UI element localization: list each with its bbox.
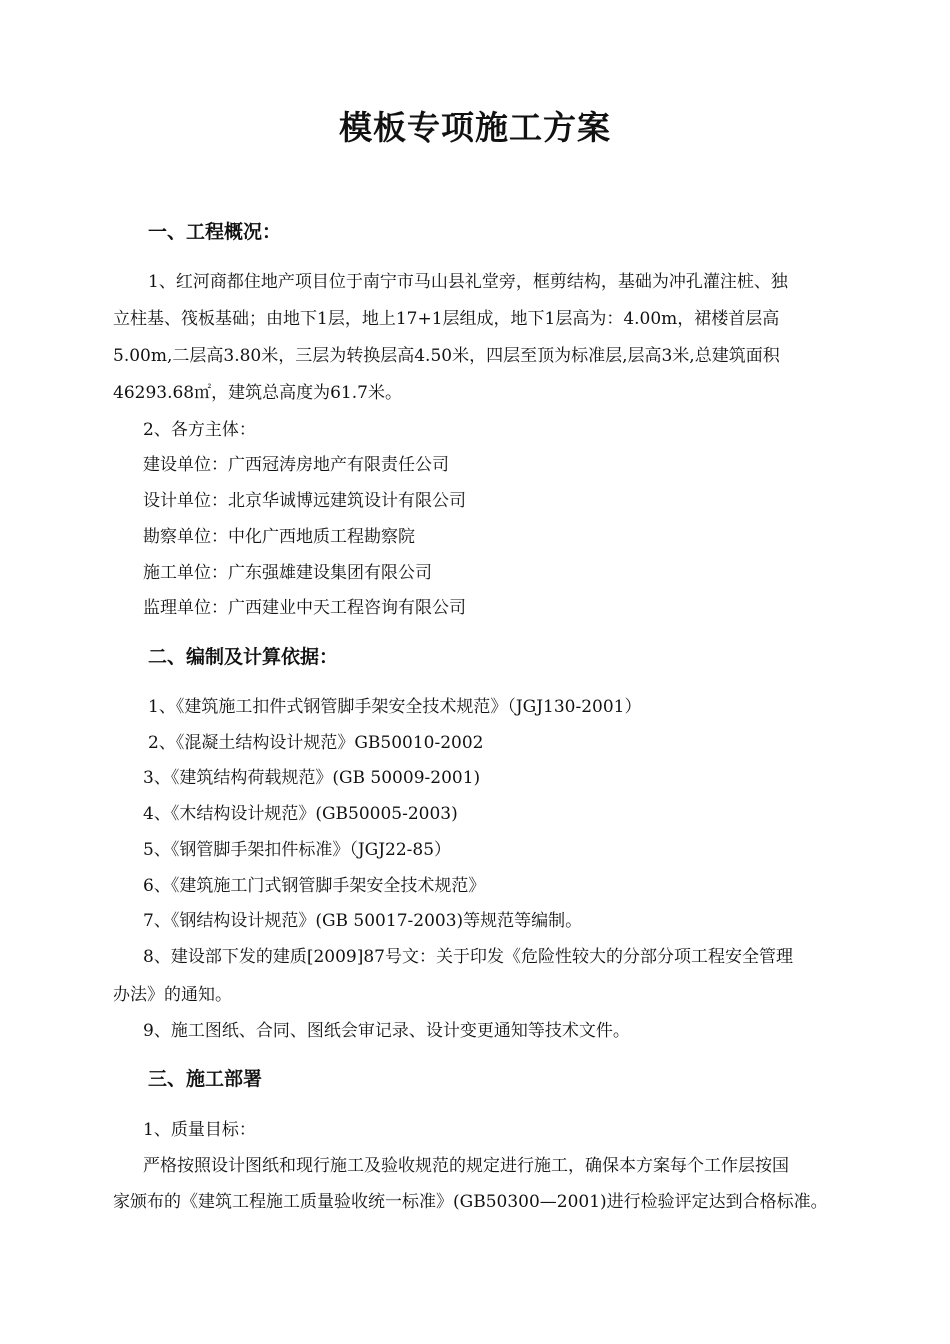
party-line: 勘察单位：中化广西地质工程勘察院 <box>143 527 415 547</box>
reference-line: 9、施工图纸、合同、图纸会审记录、设计变更通知等技术文件。 <box>143 1021 630 1041</box>
section-heading: 三、施工部署 <box>148 1068 263 1090</box>
party-line: 监理单位：广西建业中天工程咨询有限公司 <box>143 598 466 618</box>
reference-line: 6、《建筑施工门式钢管脚手架安全技术规范》 <box>143 876 486 896</box>
paragraph-line: 1、红河商都住地产项目位于南宁市马山县礼堂旁，框剪结构，基础为冲孔灌注桩、独 <box>148 272 788 292</box>
reference-line: 4、《木结构设计规范》(GB50005-2003) <box>143 804 458 824</box>
reference-line: 1、《建筑施工扣件式钢管脚手架安全技术规范》（JGJ130-2001） <box>148 697 642 717</box>
party-line: 施工单位：广东强雄建设集团有限公司 <box>143 563 432 583</box>
paragraph-line: 2、各方主体： <box>143 420 256 440</box>
paragraph-line: 严格按照设计图纸和现行施工及验收规范的规定进行施工，确保本方案每个工作层按国 <box>143 1156 789 1176</box>
paragraph-line: 5.00m,二层高3.80米，三层为转换层高4.50米，四层至顶为标准层,层高3米,总建筑面积 <box>113 346 780 366</box>
section-heading: 一、工程概况： <box>148 221 282 243</box>
document-title: 模板专项施工方案 <box>339 108 611 147</box>
reference-line: 3、《建筑结构荷载规范》(GB 50009-2001) <box>143 768 481 788</box>
reference-line: 5、《钢管脚手架扣件标准》（JGJ22-85） <box>143 840 452 860</box>
paragraph-line: 1、质量目标： <box>143 1120 256 1140</box>
paragraph-line: 家颁布的《建筑工程施工质量验收统一标准》(GB50300—2001)进行检验评定达到合格标准。 <box>113 1192 828 1212</box>
reference-line: 8、建设部下发的建质[2009]87号文：关于印发《危险性较大的分部分项工程安全管理 <box>143 947 793 967</box>
reference-line: 2、《混凝土结构设计规范》GB50010-2002 <box>148 733 484 753</box>
reference-line: 办法》的通知。 <box>113 985 232 1005</box>
section-heading: 二、编制及计算依据： <box>148 646 339 668</box>
reference-line: 7、《钢结构设计规范》(GB 50017-2003)等规范等编制。 <box>143 911 583 931</box>
party-line: 设计单位：北京华诚博远建筑设计有限公司 <box>143 491 466 511</box>
paragraph-line: 46293.68㎡，建筑总高度为61.7米。 <box>113 383 402 403</box>
party-line: 建设单位：广西冠涛房地产有限责任公司 <box>143 455 449 475</box>
paragraph-line: 立柱基、筏板基础；由地下1层，地上17+1层组成，地下1层高为：4.00m，裙楼首层高 <box>113 309 780 329</box>
